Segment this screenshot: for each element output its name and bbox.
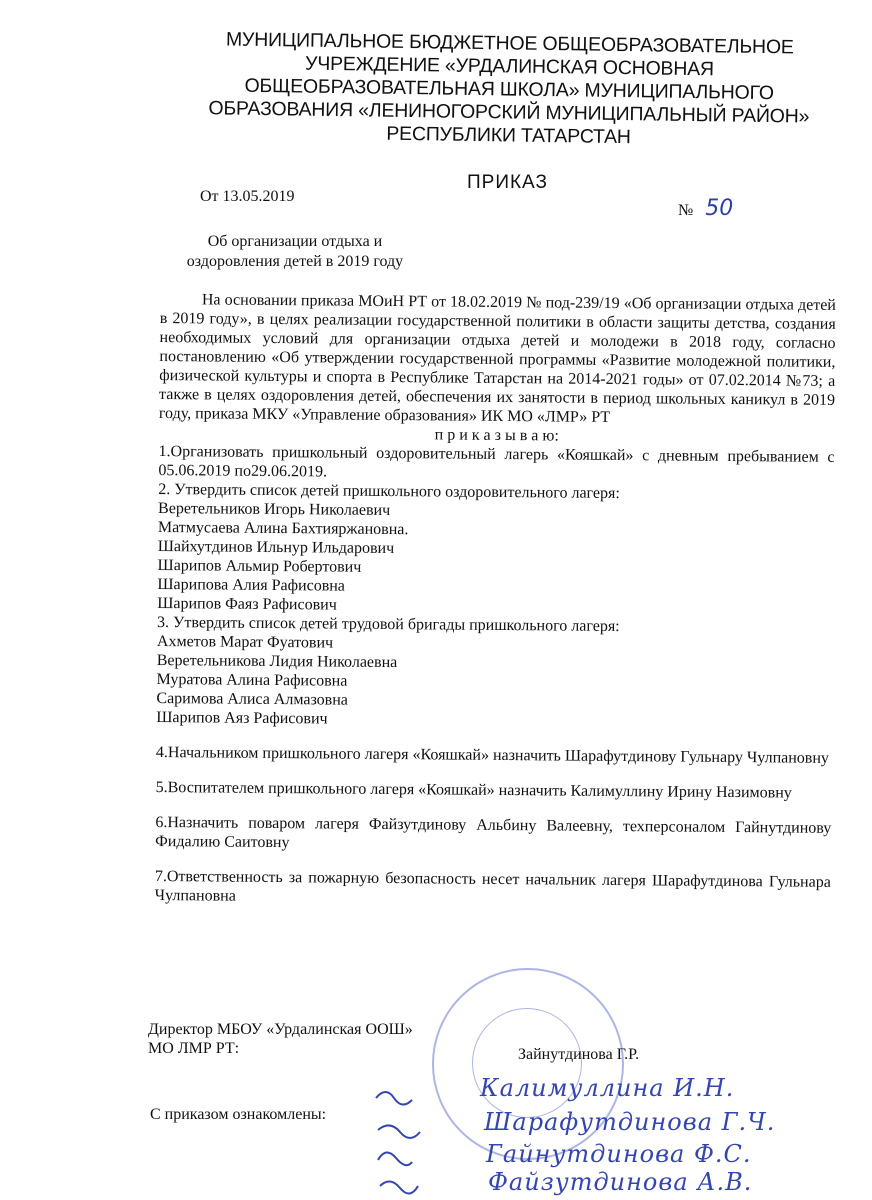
worker-name: Шарипов Аяз Рафисович (156, 708, 328, 728)
order-item-2-title: 2. Утвердить список детей пришкольного оздоровительного лагеря: (158, 480, 620, 503)
child-name: Веретельников Игорь Николаевич (158, 499, 391, 520)
worker-name: Веретельникова Лидия Николаевна (156, 651, 398, 672)
handwritten-signature: Калимуллина И.Н. (480, 1074, 735, 1102)
handwritten-signature: Гайнутдинова Ф.С. (486, 1140, 752, 1168)
worker-name: Саримова Алиса Алмазовна (156, 689, 349, 709)
order-item-5: 5.Воспитателем пришкольного лагеря «Кояшкай» назначить Калимуллину Ирину Назимовну (155, 778, 792, 802)
child-name: Матмусаева Алина Бахтияржановна. (157, 518, 409, 539)
number-label: № (678, 202, 694, 219)
order-body (155, 290, 836, 911)
order-item-6: 6.Назначить поваром лагеря Файзутдинову Альбину Валеевну, техперсоналом Гайнутдинову Фидалию Саитовну (155, 813, 832, 852)
director-region: МО ЛМР РТ: (148, 1040, 240, 1057)
handwritten-signature: Шарафутдинова Г.Ч. (484, 1108, 776, 1136)
header-line: РЕСПУБЛИКИ ТАТАРСТАН (386, 122, 631, 149)
order-item-7: 7.Ответственность за пожарную безопасность несет начальник лагеря Шарафутдинова Гульнара Чулпановна (154, 867, 831, 905)
child-name: Шайхутдинов Ильнур Ильдарович (157, 537, 395, 558)
order-subject (170, 232, 420, 272)
header-line: МУНИЦИПАЛЬНОЕ БЮДЖЕТНОЕ ОБЩЕОБРАЗОВАТЕЛЬНОЕ (225, 28, 794, 59)
institution-header (188, 28, 830, 152)
handwritten-initials (368, 1078, 478, 1198)
order-date: От 13.05.2019 (200, 188, 295, 205)
header-line: ОБЩЕОБРАЗОВАТЕЛЬНАЯ ШКОЛА» МУНИЦИПАЛЬНОГО (244, 74, 774, 105)
header-line: ОБРАЗОВАНИЯ «ЛЕНИНОГОРСКИЙ МУНИЦИПАЛЬНЫЙ РАЙОН» (208, 97, 810, 128)
worker-name: Муратова Алина Рафисовна (156, 670, 348, 690)
order-item-3-title: 3. Утвердить список детей трудовой бригады пришкольного лагеря: (157, 613, 620, 636)
child-name: Шарипов Фаяз Рафисович (157, 594, 337, 614)
director-signature-block (148, 1020, 413, 1058)
acknowledged-label: С приказом ознакомлены: (150, 1106, 327, 1123)
handwritten-order-number: 50 (705, 196, 734, 221)
worker-name: Ахметов Марат Фуатович (156, 632, 334, 652)
child-name: Шарипов Альмир Робертович (157, 556, 362, 576)
preamble: На основании приказа МОиН РТ от 18.02.2019 № под-239/19 «Об организации отдыха детей в 2019 году», в целях реализации государственной политики в области защиты детства, создания необходимых условий для организации отдыха детей и молодежи в 2018 году, согласно постановлению «Об утверждении государственной программы «Развитие молодежной политики, физической культуры и спорта в Республике Татарстан на 2014-2021 годы» от 07.02.2014 №73; а также в целях оздоровления детей, обеспечения их занятости в период школьных каникул в 2019 году, приказа МКУ «Управление образования» ИК МО «ЛМР» РТ (158, 291, 836, 426)
director-name: Зайнутдинова Г.Р. (518, 1046, 640, 1063)
child-name: Шарипова Алия Рафисовна (157, 575, 346, 595)
subject-line: Об организации отдыха и (207, 233, 383, 250)
header-line: УЧРЕЖДЕНИЕ «УРДАЛИНСКАЯ ОСНОВНАЯ (304, 52, 715, 81)
order-item-4: 4.Начальником пришкольного лагеря «Кояшкай» назначить Шарафутдинову Гульнару Чулпановну (155, 743, 830, 767)
director-title: Директор МБОУ «Урдалинская ООШ» (148, 1021, 413, 1038)
order-title: ПРИКАЗ (467, 172, 548, 193)
order-item-1: 1.Организовать пришкольный оздоровительный лагерь «Кояшкай» с дневным пребыванием с 05.06.2019 по29.06.2019. (158, 442, 835, 481)
subject-line: оздоровления детей в 2019 году (186, 253, 404, 270)
decree-word: п р и к а з ы в а ю: (434, 426, 559, 445)
handwritten-signature: Файзутдинова А.В. (488, 1168, 753, 1196)
order-number (678, 196, 733, 221)
